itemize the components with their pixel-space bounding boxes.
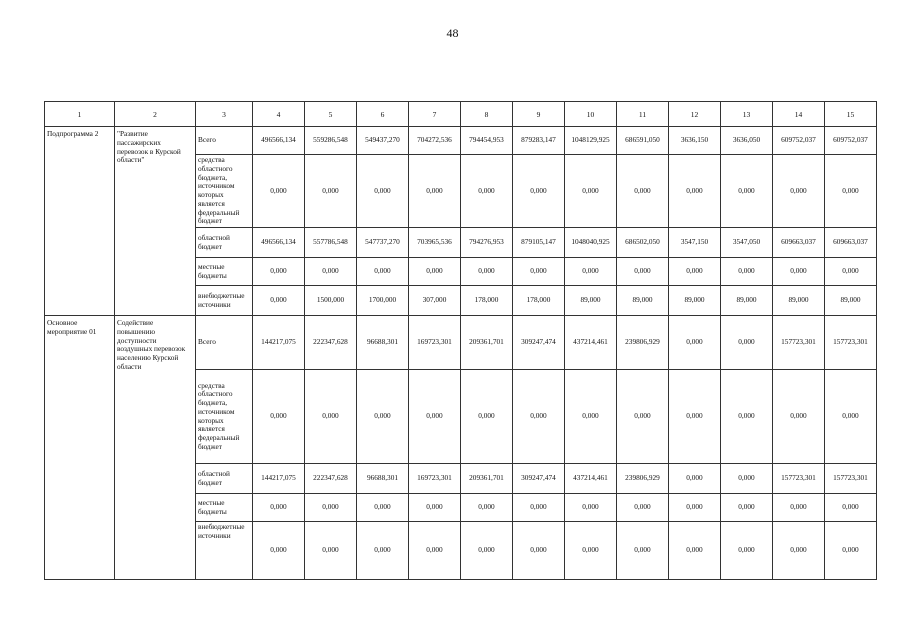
value-cell: 0,000	[773, 522, 825, 580]
column-header: 15	[825, 102, 877, 127]
value-cell: 0,000	[357, 370, 409, 464]
value-cell: 0,000	[409, 522, 461, 580]
funding-source-label: местные бюджеты	[196, 494, 253, 522]
program-name: "Развитие пассажирских перевозок в Курской области"	[115, 127, 196, 316]
column-header: 10	[565, 102, 617, 127]
value-cell: 549437,270	[357, 127, 409, 155]
value-cell: 0,000	[825, 258, 877, 286]
column-header: 3	[196, 102, 253, 127]
value-cell: 609663,037	[825, 228, 877, 258]
value-cell: 309247,474	[513, 316, 565, 370]
funding-source-label: средства областного бюджета, источником которых является федеральный бюджет	[196, 370, 253, 464]
value-cell: 222347,628	[305, 464, 357, 494]
value-cell: 3636,150	[669, 127, 721, 155]
value-cell: 96688,301	[357, 464, 409, 494]
column-header: 14	[773, 102, 825, 127]
value-cell: 0,000	[565, 494, 617, 522]
value-cell: 794454,953	[461, 127, 513, 155]
funding-source-label: средства областного бюджета, источником которых является федеральный бюджет	[196, 155, 253, 228]
value-cell: 559286,548	[305, 127, 357, 155]
table-row	[45, 127, 877, 155]
value-cell: 1500,000	[305, 286, 357, 316]
value-cell: 0,000	[617, 370, 669, 464]
value-cell: 0,000	[669, 494, 721, 522]
value-cell: 0,000	[669, 370, 721, 464]
value-cell: 0,000	[357, 522, 409, 580]
value-cell: 0,000	[305, 494, 357, 522]
value-cell: 0,000	[513, 370, 565, 464]
value-cell: 0,000	[461, 522, 513, 580]
value-cell: 0,000	[409, 155, 461, 228]
funding-source-label: внебюджетные источники	[196, 522, 253, 580]
value-cell: 686591,050	[617, 127, 669, 155]
value-cell: 3547,150	[669, 228, 721, 258]
program-code: Основное мероприятие 01	[45, 316, 115, 580]
value-cell: 547737,270	[357, 228, 409, 258]
value-cell: 0,000	[721, 494, 773, 522]
value-cell: 157723,301	[825, 464, 877, 494]
column-header: 7	[409, 102, 461, 127]
value-cell: 89,000	[773, 286, 825, 316]
value-cell: 0,000	[461, 494, 513, 522]
value-cell: 89,000	[617, 286, 669, 316]
column-header: 11	[617, 102, 669, 127]
value-cell: 0,000	[253, 370, 305, 464]
funding-source-label: внебюджетные источники	[196, 286, 253, 316]
value-cell: 157723,301	[773, 464, 825, 494]
value-cell: 0,000	[617, 258, 669, 286]
value-cell: 0,000	[461, 258, 513, 286]
value-cell: 0,000	[721, 258, 773, 286]
value-cell: 0,000	[721, 522, 773, 580]
value-cell: 704272,536	[409, 127, 461, 155]
value-cell: 1700,000	[357, 286, 409, 316]
value-cell: 169723,301	[409, 316, 461, 370]
value-cell: 309247,474	[513, 464, 565, 494]
funding-source-label: областной бюджет	[196, 228, 253, 258]
value-cell: 609752,037	[825, 127, 877, 155]
value-cell: 0,000	[773, 258, 825, 286]
value-cell: 0,000	[565, 370, 617, 464]
value-cell: 0,000	[305, 370, 357, 464]
value-cell: 0,000	[565, 522, 617, 580]
value-cell: 239806,929	[617, 316, 669, 370]
value-cell: 0,000	[773, 155, 825, 228]
program-name: Содействие повышению доступности воздушных перевозок населению Курской области	[115, 316, 196, 580]
value-cell: 3547,050	[721, 228, 773, 258]
value-cell: 89,000	[565, 286, 617, 316]
column-header: 9	[513, 102, 565, 127]
value-cell: 0,000	[461, 370, 513, 464]
value-cell: 609663,037	[773, 228, 825, 258]
funding-source-label: местные бюджеты	[196, 258, 253, 286]
header-row	[45, 102, 877, 127]
value-cell: 209361,701	[461, 316, 513, 370]
value-cell: 169723,301	[409, 464, 461, 494]
funding-source-label: Всего	[196, 127, 253, 155]
budget-table	[44, 101, 877, 580]
value-cell: 0,000	[721, 155, 773, 228]
value-cell: 496566,134	[253, 127, 305, 155]
value-cell: 496566,134	[253, 228, 305, 258]
value-cell: 0,000	[565, 155, 617, 228]
value-cell: 3636,050	[721, 127, 773, 155]
funding-source-label: областной бюджет	[196, 464, 253, 494]
value-cell: 437214,461	[565, 464, 617, 494]
table-body	[45, 102, 877, 580]
value-cell: 0,000	[357, 258, 409, 286]
value-cell: 0,000	[721, 464, 773, 494]
value-cell: 0,000	[253, 494, 305, 522]
value-cell: 0,000	[305, 258, 357, 286]
value-cell: 0,000	[409, 494, 461, 522]
value-cell: 96688,301	[357, 316, 409, 370]
value-cell: 609752,037	[773, 127, 825, 155]
value-cell: 0,000	[409, 370, 461, 464]
column-header: 2	[115, 102, 196, 127]
value-cell: 0,000	[721, 316, 773, 370]
value-cell: 437214,461	[565, 316, 617, 370]
value-cell: 89,000	[721, 286, 773, 316]
value-cell: 222347,628	[305, 316, 357, 370]
value-cell: 209361,701	[461, 464, 513, 494]
table-row	[45, 316, 877, 370]
value-cell: 0,000	[565, 258, 617, 286]
funding-source-label: Всего	[196, 316, 253, 370]
value-cell: 239806,929	[617, 464, 669, 494]
value-cell: 89,000	[669, 286, 721, 316]
value-cell: 89,000	[825, 286, 877, 316]
value-cell: 794276,953	[461, 228, 513, 258]
value-cell: 144217,075	[253, 464, 305, 494]
value-cell: 0,000	[721, 370, 773, 464]
column-header: 1	[45, 102, 115, 127]
value-cell: 1048040,925	[565, 228, 617, 258]
column-header: 5	[305, 102, 357, 127]
column-header: 8	[461, 102, 513, 127]
program-code: Подпрограмма 2	[45, 127, 115, 316]
column-header: 4	[253, 102, 305, 127]
value-cell: 178,000	[461, 286, 513, 316]
value-cell: 0,000	[357, 155, 409, 228]
value-cell: 0,000	[825, 155, 877, 228]
value-cell: 0,000	[825, 494, 877, 522]
value-cell: 0,000	[305, 522, 357, 580]
value-cell: 144217,075	[253, 316, 305, 370]
value-cell: 157723,301	[773, 316, 825, 370]
value-cell: 0,000	[669, 522, 721, 580]
value-cell: 0,000	[825, 370, 877, 464]
value-cell: 1048129,925	[565, 127, 617, 155]
value-cell: 0,000	[409, 258, 461, 286]
value-cell: 0,000	[773, 370, 825, 464]
value-cell: 0,000	[669, 316, 721, 370]
value-cell: 0,000	[461, 155, 513, 228]
value-cell: 879105,147	[513, 228, 565, 258]
value-cell: 0,000	[513, 494, 565, 522]
value-cell: 178,000	[513, 286, 565, 316]
value-cell: 0,000	[825, 522, 877, 580]
value-cell: 0,000	[513, 522, 565, 580]
value-cell: 0,000	[253, 155, 305, 228]
value-cell: 0,000	[513, 258, 565, 286]
value-cell: 686502,050	[617, 228, 669, 258]
value-cell: 0,000	[253, 522, 305, 580]
value-cell: 0,000	[617, 494, 669, 522]
value-cell: 0,000	[773, 494, 825, 522]
value-cell: 703965,536	[409, 228, 461, 258]
value-cell: 157723,301	[825, 316, 877, 370]
page-number: 48	[446, 26, 459, 40]
value-cell: 557786,548	[305, 228, 357, 258]
value-cell: 0,000	[669, 155, 721, 228]
column-header: 12	[669, 102, 721, 127]
value-cell: 0,000	[305, 155, 357, 228]
value-cell: 879283,147	[513, 127, 565, 155]
value-cell: 0,000	[357, 494, 409, 522]
value-cell: 0,000	[669, 464, 721, 494]
column-header: 13	[721, 102, 773, 127]
value-cell: 0,000	[253, 258, 305, 286]
value-cell: 307,000	[409, 286, 461, 316]
column-header: 6	[357, 102, 409, 127]
value-cell: 0,000	[253, 286, 305, 316]
value-cell: 0,000	[617, 522, 669, 580]
value-cell: 0,000	[513, 155, 565, 228]
value-cell: 0,000	[669, 258, 721, 286]
value-cell: 0,000	[617, 155, 669, 228]
